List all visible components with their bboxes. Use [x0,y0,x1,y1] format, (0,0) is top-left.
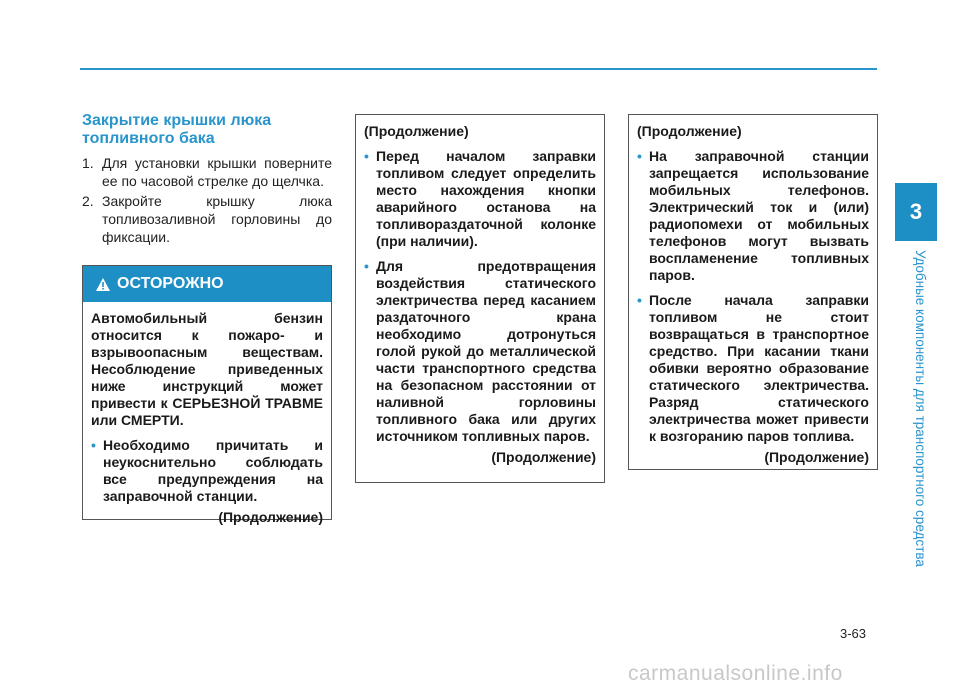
bullet-text: Перед началом заправки топливом следует определить место нахождения кнопки аварийного останова на топливораздаточной колонке (при наличии). [376,148,596,249]
box-header: (Продолжение) [364,123,469,139]
chapter-number: 3 [909,199,923,224]
warning-label: ОСТОРОЖНО [117,275,224,292]
section-column [82,112,332,248]
warning-triangle-icon [95,277,111,292]
step-text: Закройте крышку люка топливозаливной горловины до фиксации. [102,193,332,245]
bullet-text: Для предотвращения воздействия статического электричества перед касанием раздаточного крана необходимо дотронуться голой рукой до металлической части транспортного средства на безопасном расстоянии от наливной горловины топливного бака или других источником топливных паров. [376,258,596,444]
list-item [364,148,596,250]
box-body [356,140,604,466]
warning-intro: Автомобильный бензин относится к пожаро- и взрывоопасным веществам. Несоблюдение приведенных ниже инструкций может привести к СЕРЬЕЗНОЙ ТРАВМЕ или СМЕРТИ. [91,310,323,428]
list-item [637,148,869,284]
list-item [637,292,869,445]
box-header: (Продолжение) [637,123,742,139]
warning-header [83,266,331,302]
continued-label: (Продолжение) [491,449,596,465]
watermark: carmanualsonline.info [628,662,843,685]
warning-body [83,302,331,526]
list-item [91,437,323,505]
step-number: 2. [82,193,94,209]
continued-label: (Продолжение) [218,509,323,525]
bullet-icon: • [637,148,642,164]
box-body [629,140,877,466]
warning-box [82,265,332,525]
top-rule [80,68,877,70]
list-item [82,192,332,246]
bullet-text: После начала заправки топливом не стоит возвращаться в транспортное средство. При касании ткани обивки вероятно образование статического электричества. Разряд статического электричества может привести к возгоранию паров топлива. [649,292,869,444]
bullet-text: Необходимо причитать и неукоснительно соблюдать все предупреждения на заправочной станции. [103,437,323,504]
warning-continued-box-2 [355,114,605,483]
section-title: Закрытие крышки люка топливного бака [82,112,272,147]
bullet-icon: • [637,292,642,308]
list-item [364,258,596,445]
bullet-icon: • [364,148,369,164]
continued-label: (Продолжение) [764,449,869,465]
step-text: Для установки крышки поверните ее по часовой стрелке до щелчка. [102,155,332,189]
chapter-tab [895,183,937,241]
bullet-text: На заправочной станции запрещается использование мобильных телефонов. Электрический ток и (или) радиопомехи от мобильных телефонов могут вызвать воспламенение топливных паров. [649,148,869,283]
list-item [82,154,332,190]
bullet-icon: • [91,437,96,453]
warning-continued-box-3 [628,114,878,470]
step-number: 1. [82,155,94,171]
chapter-title-vertical: Удобные компоненты для транспортного средства [913,250,928,567]
page-number: 3-63 [840,626,867,641]
bullet-icon: • [364,258,369,274]
steps-list [82,154,332,246]
